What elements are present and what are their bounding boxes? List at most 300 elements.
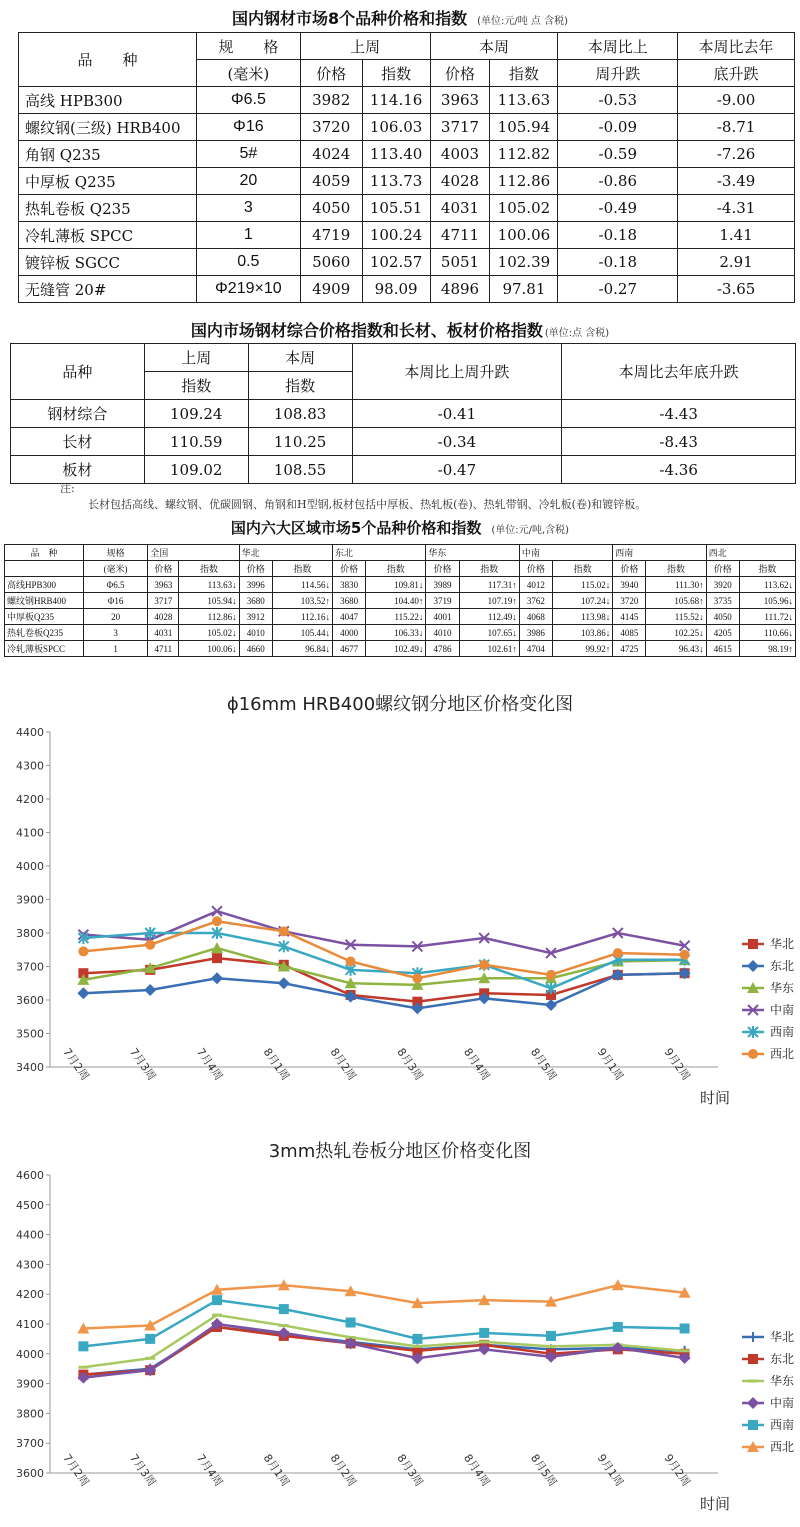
variety-name: 长材: [11, 428, 145, 456]
price-header: 价格: [333, 561, 366, 577]
x-tick-label: 9月2周: [661, 1045, 693, 1083]
chart-title: ϕ16mm HRB400螺纹钢分地区价格变化图: [226, 694, 574, 715]
data-point: [212, 916, 222, 926]
this-week-price: 5051: [430, 249, 490, 276]
region-price: 4000: [333, 625, 366, 641]
region-price: 4704: [519, 641, 552, 657]
legend-label: 中南: [770, 1396, 795, 1410]
spec-value: Φ6.5: [196, 87, 300, 114]
data-point: [546, 1331, 556, 1341]
table3: [4, 544, 796, 657]
note-label: 注:: [60, 482, 75, 495]
region-price: 3996: [239, 577, 272, 593]
region-price: 3986: [519, 625, 552, 641]
data-point: [680, 950, 690, 960]
region-index: 98.19↑: [739, 641, 795, 657]
week-change: -0.18: [558, 249, 678, 276]
ytd-change: -9.00: [678, 87, 795, 114]
t3-head-row1: [5, 545, 796, 561]
region-price: 3963: [148, 577, 179, 593]
legend-marker: [747, 1397, 759, 1409]
t1-head-wow: 本周比上: [558, 33, 678, 60]
x-tick-label: 9月1周: [594, 1045, 626, 1083]
series-line: [83, 1300, 684, 1346]
last-week-index: 106.03: [362, 114, 430, 141]
price-header: 价格: [706, 561, 739, 577]
y-tick-label: 3700: [16, 1437, 44, 1451]
region-index: 107.24↓: [553, 593, 613, 609]
region-price: 3720: [613, 593, 646, 609]
this-week-index: 108.83: [248, 400, 352, 428]
table-row: [11, 456, 796, 484]
data-point: [145, 1334, 155, 1344]
spec-value: Φ219×10: [196, 276, 300, 303]
week-change: -0.49: [558, 195, 678, 222]
ytd-change: 1.41: [678, 222, 795, 249]
this-week-price: 4031: [430, 195, 490, 222]
hot-rolled-price-chart: [0, 1125, 800, 1527]
index-header: 指数: [739, 561, 795, 577]
y-tick-label: 4200: [16, 1288, 44, 1302]
t1-head-thisweek: 本周: [430, 33, 558, 60]
variety-name: 螺纹钢HRB400: [5, 593, 84, 609]
y-tick-label: 3800: [16, 1407, 44, 1421]
region-index: 109.81↓: [366, 577, 426, 593]
y-tick-label: 3700: [16, 960, 44, 974]
ytd-change: -8.71: [678, 114, 795, 141]
data-point: [613, 1322, 623, 1332]
this-week-price: 3717: [430, 114, 490, 141]
t3-head-spec-unit: (毫米): [83, 561, 147, 577]
region-index: 113.98↓: [553, 609, 613, 625]
region-price: 4660: [239, 641, 272, 657]
table1-title: [0, 6, 800, 29]
region-price: 3680: [239, 593, 272, 609]
ytd-change: -7.26: [678, 141, 795, 168]
last-week-price: 3720: [300, 114, 362, 141]
series-line: [83, 973, 684, 1008]
region-price: 4711: [148, 641, 179, 657]
this-week-index: 97.81: [490, 276, 558, 303]
region-index: 114.56↓: [272, 577, 332, 593]
legend-marker: [748, 1420, 758, 1430]
legend-label: 华东: [770, 1374, 795, 1388]
variety-name: 热轧卷板 Q235: [19, 195, 197, 222]
t3-head-blank: [5, 561, 84, 577]
table3-body: [5, 577, 796, 657]
t3-head-variety: 品 种: [5, 545, 84, 561]
week-change: -0.34: [352, 428, 562, 456]
region-price: 4085: [613, 625, 646, 641]
table-row: [5, 625, 796, 641]
legend-label: 东北: [770, 959, 795, 973]
region-price: 4615: [706, 641, 739, 657]
legend-label: 中南: [770, 1003, 795, 1017]
table-row: [19, 195, 795, 222]
t1-head-price: 价格: [430, 60, 490, 87]
region-index: 103.86↓: [553, 625, 613, 641]
x-tick-label: 7月2周: [60, 1451, 92, 1489]
region-price: 4010: [239, 625, 272, 641]
region-price: 3735: [706, 593, 739, 609]
note-text: 长材包括高线、螺纹钢、优碳圆钢、角钢和H型钢,板材包括中厚板、热轧板(卷)、热轧带钢、冷轧板(卷)和镀锌板。: [88, 498, 647, 511]
data-point: [212, 953, 222, 963]
region-price: 4068: [519, 609, 552, 625]
last-week-price: 3982: [300, 87, 362, 114]
last-week-index: 109.24: [144, 400, 248, 428]
table3-unit: (单位:元/吨,含税): [491, 525, 570, 536]
data-point: [279, 1304, 289, 1314]
x-tick-label: 8月1周: [260, 1451, 292, 1489]
y-tick-label: 4100: [16, 826, 44, 840]
index-header: 指数: [179, 561, 239, 577]
spec-value: 3: [196, 195, 300, 222]
t3-head-row2: [5, 561, 796, 577]
region-header: 全国: [148, 545, 239, 561]
t1-head-spec: 规 格: [196, 33, 300, 60]
region-index: 102.49↓: [366, 641, 426, 657]
y-tick-label: 4300: [16, 759, 44, 773]
y-tick-label: 3400: [16, 1061, 44, 1074]
data-point: [144, 984, 156, 996]
week-change: -0.27: [558, 276, 678, 303]
x-tick-label: 8月3周: [394, 1045, 426, 1083]
this-week-price: 4028: [430, 168, 490, 195]
region-price: 3762: [519, 593, 552, 609]
y-tick-label: 4400: [16, 1228, 44, 1242]
x-tick-label: 8月5周: [527, 1045, 560, 1083]
week-change: -0.18: [558, 222, 678, 249]
t2-head-index: 指数: [248, 372, 352, 400]
table1: [18, 32, 795, 303]
index-header: 指数: [646, 561, 706, 577]
table-row: [19, 114, 795, 141]
data-point: [211, 972, 223, 984]
variety-name: 冷轧薄板SPCC: [5, 641, 84, 657]
region-index: 112.86↓: [179, 609, 239, 625]
region-index: 112.16↓: [272, 609, 332, 625]
table2: [10, 343, 796, 484]
variety-name: 中厚板Q235: [5, 609, 84, 625]
region-price: 4031: [148, 625, 179, 641]
index-header: 指数: [553, 561, 613, 577]
spec-value: 20: [196, 168, 300, 195]
t1-head-variety: 品 种: [19, 33, 197, 87]
price-header: 价格: [148, 561, 179, 577]
x-tick-label: 8月3周: [394, 1451, 426, 1489]
table1-unit: (单位:元/吨 点 含税): [477, 16, 569, 27]
legend-marker: [748, 1354, 758, 1364]
region-index: 96.84↓: [272, 641, 332, 657]
region-price: 3830: [333, 577, 366, 593]
ytd-change: -4.36: [562, 456, 796, 484]
y-tick-label: 4400: [16, 726, 44, 739]
series-line: [83, 1285, 684, 1328]
index-header: 指数: [272, 561, 332, 577]
region-price: 3920: [706, 577, 739, 593]
this-week-index: 110.25: [248, 428, 352, 456]
week-change: -0.41: [352, 400, 562, 428]
table3-title-text: 国内六大区域市场5个品种价格和指数: [230, 519, 482, 537]
price-header: 价格: [519, 561, 552, 577]
table2-body: [11, 400, 796, 484]
region-index: 111.30↑: [646, 577, 706, 593]
variety-name: 镀锌板 SGCC: [19, 249, 197, 276]
last-week-index: 113.73: [362, 168, 430, 195]
ytd-change: -3.65: [678, 276, 795, 303]
week-change: -0.53: [558, 87, 678, 114]
index-header: 指数: [366, 561, 426, 577]
y-tick-label: 3600: [16, 1467, 44, 1480]
this-week-index: 100.06: [490, 222, 558, 249]
x-axis-label: 时间: [700, 1495, 731, 1513]
price-header: 价格: [613, 561, 646, 577]
region-index: 106.33↓: [366, 625, 426, 641]
spec-value: 0.5: [196, 249, 300, 276]
y-tick-label: 3500: [16, 1027, 44, 1041]
table-row: [19, 168, 795, 195]
week-change: -0.59: [558, 141, 678, 168]
t1-head-index: 指数: [362, 60, 430, 87]
region-price: 4786: [426, 641, 459, 657]
spec-value: Φ6.5: [83, 577, 147, 593]
region-price: 3989: [426, 577, 459, 593]
region-index: 105.44↓: [272, 625, 332, 641]
last-week-index: 109.02: [144, 456, 248, 484]
data-point: [613, 948, 623, 958]
region-header: 华东: [426, 545, 519, 561]
y-tick-label: 3800: [16, 927, 44, 940]
legend-label: 东北: [770, 1352, 795, 1366]
x-tick-label: 8月5周: [527, 1451, 560, 1489]
variety-name: 无缝管 20#: [19, 276, 197, 303]
x-tick-label: 9月2周: [661, 1451, 693, 1489]
last-week-price: 4719: [300, 222, 362, 249]
data-point: [279, 926, 289, 936]
x-axis-label: 时间: [700, 1089, 731, 1107]
data-point: [479, 960, 489, 970]
variety-name: 钢材综合: [11, 400, 145, 428]
y-tick-label: 4000: [16, 1347, 44, 1361]
ytd-change: -4.43: [562, 400, 796, 428]
spec-value: 3: [83, 625, 147, 641]
last-week-index: 102.57: [362, 249, 430, 276]
region-index: 113.62↓: [739, 577, 795, 593]
spec-value: Φ16: [83, 593, 147, 609]
x-tick-label: 7月2周: [60, 1045, 92, 1083]
last-week-index: 113.40: [362, 141, 430, 168]
x-tick-label: 8月2周: [327, 1045, 359, 1083]
price-header: 价格: [239, 561, 272, 577]
region-header: 华北: [239, 545, 332, 561]
variety-name: 冷轧薄板 SPCC: [19, 222, 197, 249]
ytd-change: -4.31: [678, 195, 795, 222]
last-week-price: 4909: [300, 276, 362, 303]
region-price: 4725: [613, 641, 646, 657]
table2-unit: (单位:点 含税): [544, 328, 610, 339]
table1-body: [19, 87, 795, 303]
region-index: 103.52↑: [272, 593, 332, 609]
t2-head-lastweek: 上周: [144, 344, 248, 372]
t2-head-thisweek: 本周: [248, 344, 352, 372]
last-week-price: 4024: [300, 141, 362, 168]
x-tick-label: 8月1周: [260, 1045, 292, 1083]
t2-head-index: 指数: [144, 372, 248, 400]
variety-name: 角钢 Q235: [19, 141, 197, 168]
last-week-price: 4050: [300, 195, 362, 222]
region-price: 3719: [426, 593, 459, 609]
table-row: [19, 276, 795, 303]
data-point: [211, 942, 223, 953]
variety-name: 高线HPB300: [5, 577, 84, 593]
region-index: 105.94↓: [179, 593, 239, 609]
price-header: 价格: [426, 561, 459, 577]
t2-head-variety: 品种: [11, 344, 145, 400]
legend-marker: [748, 1049, 758, 1059]
region-price: 4050: [706, 609, 739, 625]
x-tick-label: 7月3周: [127, 1451, 159, 1489]
y-tick-label: 4500: [16, 1198, 44, 1212]
table-row: [19, 141, 795, 168]
region-index: 104.40↑: [366, 593, 426, 609]
x-tick-label: 8月4周: [461, 1045, 493, 1083]
region-price: 4028: [148, 609, 179, 625]
this-week-index: 113.63: [490, 87, 558, 114]
region-index: 96.43↓: [646, 641, 706, 657]
t2-head-wow: 本周比上周升跌: [352, 344, 562, 400]
legend-label: 华北: [770, 1330, 795, 1344]
table2-title: [0, 318, 800, 341]
region-price: 4010: [426, 625, 459, 641]
last-week-index: 98.09: [362, 276, 430, 303]
table-row: [11, 428, 796, 456]
spec-value: 5#: [196, 141, 300, 168]
region-index: 105.02↓: [179, 625, 239, 641]
data-point: [78, 946, 88, 956]
x-tick-label: 9月1周: [594, 1451, 626, 1489]
y-tick-label: 4300: [16, 1258, 44, 1272]
table-row: [19, 249, 795, 276]
region-index: 99.92↑: [553, 641, 613, 657]
rebar-price-chart: [0, 680, 800, 1110]
region-header: 西北: [706, 545, 795, 561]
this-week-index: 105.94: [490, 114, 558, 141]
series-line: [83, 958, 684, 1002]
region-price: 4145: [613, 609, 646, 625]
t1-head-ytd: 本周比去年: [678, 33, 795, 60]
t1-head-price: 价格: [300, 60, 362, 87]
ytd-change: 2.91: [678, 249, 795, 276]
legend-marker: [747, 960, 759, 972]
table-row: [11, 400, 796, 428]
region-index: 115.52↓: [646, 609, 706, 625]
last-week-index: 114.16: [362, 87, 430, 114]
table-row: [5, 577, 796, 593]
region-price: 3940: [613, 577, 646, 593]
region-price: 4012: [519, 577, 552, 593]
legend-label: 华北: [770, 937, 795, 951]
t2-head-ytd: 本周比去年底升跌: [562, 344, 796, 400]
x-tick-label: 8月2周: [327, 1451, 359, 1489]
table-row: [19, 87, 795, 114]
y-tick-label: 4100: [16, 1318, 44, 1331]
region-index: 100.06↓: [179, 641, 239, 657]
region-index: 107.19↑: [459, 593, 519, 609]
t1-head-index: 指数: [490, 60, 558, 87]
data-point: [680, 1323, 690, 1333]
region-price: 4047: [333, 609, 366, 625]
y-tick-label: 3900: [16, 893, 44, 907]
region-index: 105.68↑: [646, 593, 706, 609]
data-point: [545, 999, 557, 1011]
data-point: [212, 1295, 222, 1305]
y-tick-label: 3600: [16, 994, 44, 1007]
data-point: [412, 1334, 422, 1344]
region-index: 113.63↓: [179, 577, 239, 593]
table-row: [5, 593, 796, 609]
legend-label: 西北: [770, 1440, 795, 1454]
this-week-price: 4896: [430, 276, 490, 303]
week-change: -0.47: [352, 456, 562, 484]
region-index: 102.25↓: [646, 625, 706, 641]
data-point: [412, 973, 422, 983]
last-week-index: 110.59: [144, 428, 248, 456]
region-price: 3680: [333, 593, 366, 609]
region-index: 102.61↑: [459, 641, 519, 657]
table-row: [5, 641, 796, 657]
chart-title: 3mm热轧卷板分地区价格变化图: [268, 1141, 532, 1162]
index-header: 指数: [459, 561, 519, 577]
spec-value: 1: [83, 641, 147, 657]
this-week-index: 112.82: [490, 141, 558, 168]
region-index: 115.02↓: [553, 577, 613, 593]
t1-head-wow2: 周升跌: [558, 60, 678, 87]
region-header: 东北: [333, 545, 426, 561]
t1-head-lastweek: 上周: [300, 33, 430, 60]
legend-marker: [748, 1332, 758, 1342]
legend-label: 西南: [770, 1025, 795, 1039]
region-price: 4677: [333, 641, 366, 657]
ytd-change: -3.49: [678, 168, 795, 195]
variety-name: 高线 HPB300: [19, 87, 197, 114]
this-week-price: 4711: [430, 222, 490, 249]
y-tick-label: 4000: [16, 860, 44, 873]
data-point: [546, 970, 556, 980]
data-point: [145, 940, 155, 950]
t1-head-spec-unit: (毫米): [196, 60, 300, 87]
spec-value: 1: [196, 222, 300, 249]
spec-value: 20: [83, 609, 147, 625]
region-index: 112.49↓: [459, 609, 519, 625]
t1-head-ytd2: 底升跌: [678, 60, 795, 87]
variety-name: 板材: [11, 456, 145, 484]
week-change: -0.86: [558, 168, 678, 195]
region-index: 105.96↓: [739, 593, 795, 609]
x-tick-label: 7月3周: [127, 1045, 159, 1083]
region-index: 111.72↓: [739, 609, 795, 625]
table2-title-text: 国内市场钢材综合价格指数和长材、板材价格指数: [190, 321, 543, 340]
table-row: [19, 222, 795, 249]
legend-label: 西南: [770, 1418, 795, 1432]
data-point: [346, 956, 356, 966]
last-week-price: 5060: [300, 249, 362, 276]
region-price: 4001: [426, 609, 459, 625]
this-week-index: 108.55: [248, 456, 352, 484]
region-index: 115.22↓: [366, 609, 426, 625]
y-tick-label: 3900: [16, 1377, 44, 1391]
region-index: 110.66↓: [739, 625, 795, 641]
variety-name: 中厚板 Q235: [19, 168, 197, 195]
